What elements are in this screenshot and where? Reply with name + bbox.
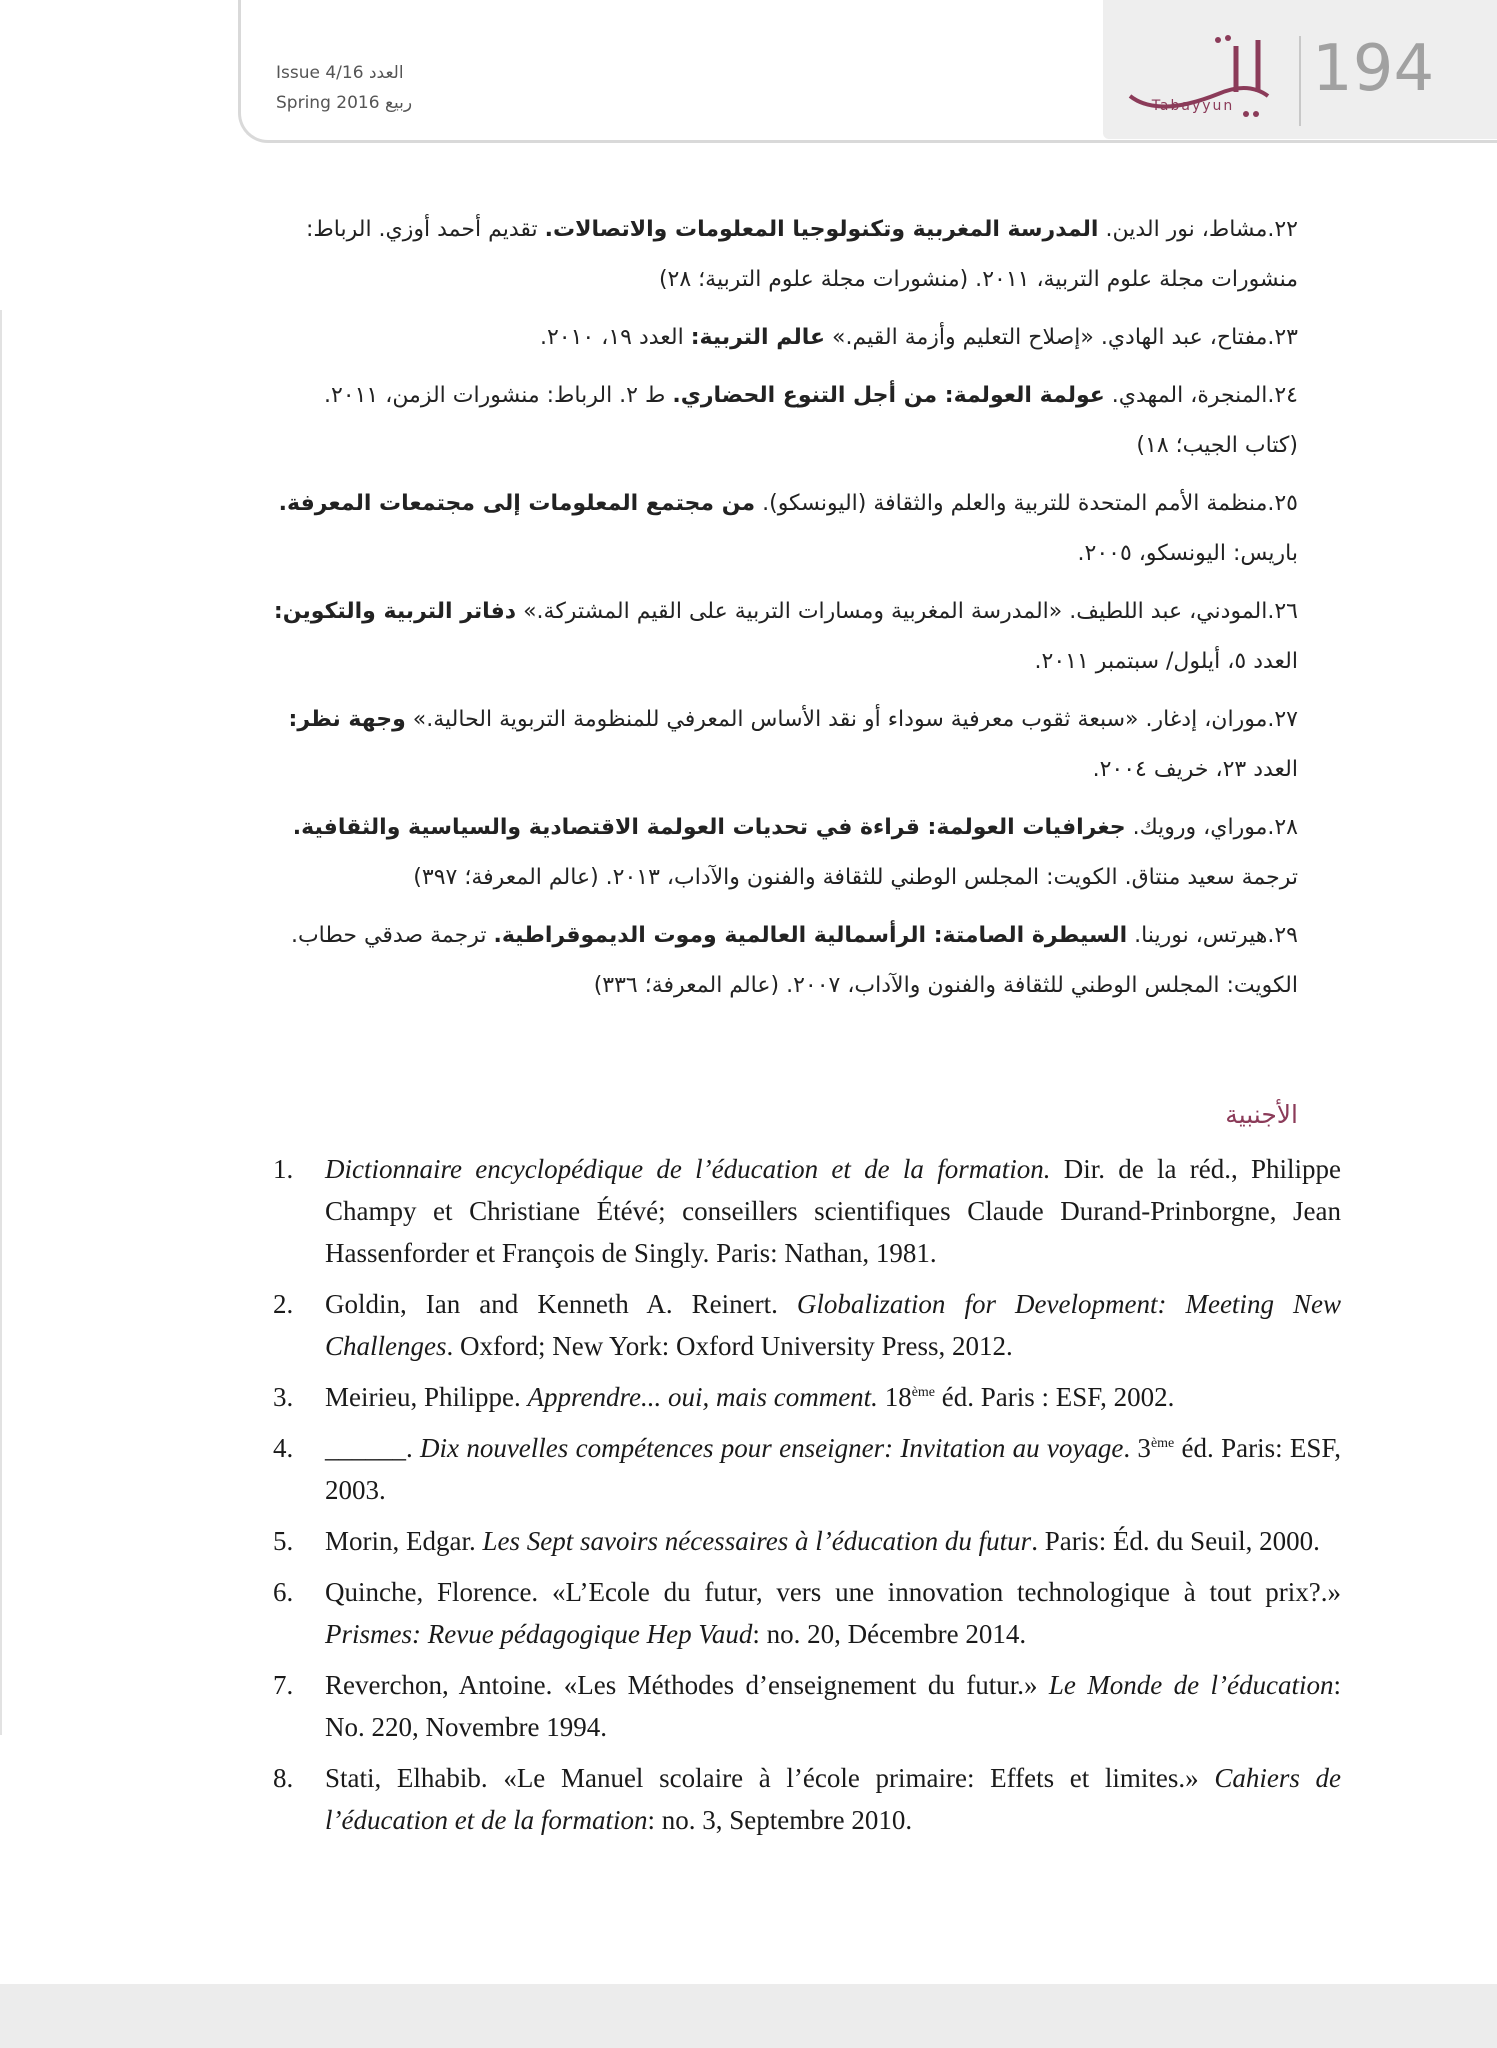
- ref-details: باريس: اليونسكو، ٢٠٠٥.: [1077, 541, 1298, 566]
- ref-number: 5.: [273, 1526, 294, 1556]
- foreign-section-title: الأجنبية: [1225, 1100, 1298, 1129]
- ref-details: تقديم أحمد أوزي. الرباط: منشورات مجلة علوم التربية، ٢٠١١. (منشورات مجلة علوم التربية؛ ٢٨): [306, 217, 1298, 292]
- ref-number: ٢٢.: [1267, 217, 1298, 242]
- ref-author: موران، إدغار. «سبعة ثقوب معرفية سوداء أو نقد الأساس المعرفي للمنظومة التربوية الحالية.»: [405, 707, 1268, 732]
- ref-details: Dir. de la réd., Philippe Champy et Christiane Étévé; conseillers scientifiques Claude Durand-Prinborgne, Jean Hassenforder et François de Singly. Paris: Nathan, 1981.: [325, 1154, 1342, 1268]
- ref-details: العدد ٥، أيلول/ سبتمبر ٢٠١١.: [1034, 649, 1298, 674]
- foreign-ref-2: [273, 1283, 1341, 1367]
- ref-body: [325, 1571, 1341, 1655]
- ref-number: ٢٧.: [1267, 707, 1298, 732]
- arabic-ref-26: [270, 587, 1298, 687]
- ref-title: Dictionnaire encyclopédique de l’éducation et de la formation.: [325, 1154, 1051, 1184]
- ref-number: 7.: [273, 1670, 294, 1700]
- ref-details: العدد ١٩، ٢٠١٠.: [539, 325, 691, 350]
- ref-title: Apprendre... oui, mais comment.: [527, 1382, 878, 1412]
- ref-title: المدرسة المغربية وتكنولوجيا المعلومات والاتصالات.: [544, 217, 1099, 242]
- ref-number: ٢٩.: [1267, 923, 1298, 948]
- ref-author: مشاط، نور الدين.: [1098, 217, 1268, 242]
- arabic-ref-22: [270, 205, 1298, 305]
- ref-title: جغرافيات العولمة: قراءة في تحديات العولمة الاقتصادية والسياسية والثقافية.: [292, 815, 1126, 840]
- ref-title: Cahiers de l’éducation et de la formation: [325, 1763, 1341, 1835]
- ref-details: : no. 20, Décembre 2014.: [752, 1619, 1027, 1649]
- ref-number: 3.: [273, 1382, 294, 1412]
- ref-number: 1.: [273, 1154, 294, 1184]
- foreign-ref-1: [273, 1148, 1341, 1274]
- ref-author: Reverchon, Antoine. «Les Méthodes d’enseignement du futur.»: [325, 1670, 1049, 1700]
- ref-details: . 3: [1123, 1433, 1151, 1463]
- ref-number: 8.: [273, 1763, 294, 1793]
- footer-band: [0, 1984, 1497, 2048]
- ref-number: 6.: [273, 1577, 294, 1607]
- foreign-ref-8: [273, 1757, 1341, 1841]
- ref-details-end: éd. Paris: ESF, 2003.: [325, 1433, 1341, 1505]
- ref-details: : no. 3, Septembre 2010.: [647, 1805, 913, 1835]
- ref-superscript: ème: [911, 1385, 936, 1400]
- ref-author: Goldin, Ian and Kenneth A. Reinert.: [325, 1289, 797, 1319]
- ref-number: 2.: [273, 1289, 294, 1319]
- ref-number: ٢٥.: [1267, 491, 1298, 516]
- ref-body: [325, 1283, 1341, 1367]
- ref-author: مفتاح، عبد الهادي. «إصلاح التعليم وأزمة القيم.»: [825, 325, 1268, 350]
- arabic-ref-23: [270, 313, 1298, 363]
- ref-title: عالم التربية:: [690, 325, 826, 350]
- issue-line: Issue 4/16 العدد: [276, 63, 404, 83]
- ref-title: دفاتر التربية والتكوين:: [273, 599, 517, 624]
- arabic-ref-29: [270, 911, 1298, 1011]
- ref-details: . Paris: Éd. du Seuil, 2000.: [1031, 1526, 1320, 1556]
- ref-title: Les Sept savoirs nécessaires à l’éducation du futur: [482, 1526, 1032, 1556]
- ref-author: منظمة الأمم المتحدة للتربية والعلم والثقافة (اليونسكو).: [755, 491, 1268, 516]
- ref-details-end: éd. Paris : ESF, 2002.: [935, 1382, 1175, 1412]
- foreign-ref-5: [273, 1520, 1341, 1562]
- season-line: Spring 2016 ربيع: [276, 93, 413, 113]
- ref-title: Globalization for Development: Meeting New Challenges: [325, 1289, 1341, 1361]
- ref-title: Le Monde de l’éducation: [1048, 1670, 1334, 1700]
- page-number: 194: [1312, 32, 1435, 106]
- ref-author: هيرتس، نورينا.: [1127, 923, 1268, 948]
- ref-author: Morin, Edgar.: [325, 1526, 483, 1556]
- ref-body: [325, 1757, 1341, 1841]
- ref-body: [325, 1427, 1341, 1511]
- foreign-ref-7: [273, 1664, 1341, 1748]
- arabic-ref-24: [270, 371, 1298, 471]
- ref-details: ط ٢. الرباط: منشورات الزمن، ٢٠١١. (كتاب الجيب؛ ١٨): [323, 383, 1298, 458]
- ref-body: [325, 1376, 1341, 1418]
- ref-body: [325, 1520, 1341, 1562]
- arabic-ref-28: [270, 803, 1298, 903]
- ref-author: Quinche, Florence. «L’Ecole du futur, vers une innovation technologique à tout prix?.»: [325, 1577, 1341, 1607]
- ref-details: ترجمة صدقي حطاب. الكويت: المجلس الوطني للثقافة والفنون والآداب، ٢٠٠٧. (عالم المعرفة؛ ٣٣٦): [290, 923, 1298, 998]
- foreign-ref-3: [273, 1376, 1341, 1418]
- ref-author: المودني، عبد اللطيف. «المدرسة المغربية ومسارات التربية على القيم المشتركة.»: [516, 599, 1268, 624]
- ref-details: العدد ٢٣، خريف ٢٠٠٤.: [1092, 757, 1298, 782]
- header-divider: [1299, 36, 1301, 126]
- foreign-ref-4: [273, 1427, 1341, 1511]
- ref-title: من مجتمع المعلومات إلى مجتمعات المعرفة.: [278, 491, 756, 516]
- ref-author: المنجرة، المهدي.: [1104, 383, 1268, 408]
- ref-author: Meirieu, Philippe.: [325, 1382, 528, 1412]
- ref-title: عولمة العولمة: من أجل التنوع الحضاري.: [672, 383, 1105, 408]
- logo-subtitle: Tabayyun: [1151, 98, 1235, 114]
- ref-superscript: ème: [1150, 1436, 1175, 1451]
- ref-number: ٢٤.: [1267, 383, 1298, 408]
- ref-title: السيطرة الصامتة: الرأسمالية العالمية وموت الديموقراطية.: [493, 923, 1128, 948]
- ref-title: Dix nouvelles compétences pour enseigner: Invitation au voyage: [420, 1433, 1124, 1463]
- issue-info: [276, 58, 412, 118]
- ref-author: Stati, Elhabib. «Le Manuel scolaire à l’école primaire: Effets et limites.»: [325, 1763, 1215, 1793]
- ref-body: [325, 1664, 1341, 1748]
- ref-number: 4.: [273, 1433, 294, 1463]
- ref-details: ترجمة سعيد منتاق. الكويت: المجلس الوطني للثقافة والفنون والآداب، ٢٠١٣. (عالم المعرفة؛ ٣٩٧): [413, 865, 1298, 890]
- ref-number: ٢٣.: [1267, 325, 1298, 350]
- ref-details: . Oxford; New York: Oxford University Press, 2012.: [446, 1331, 1013, 1361]
- ref-author: ______.: [325, 1433, 421, 1463]
- ref-number: ٢٦.: [1267, 599, 1298, 624]
- ref-details: 18: [877, 1382, 912, 1412]
- ref-details: : No. 220, Novembre 1994.: [325, 1670, 1341, 1742]
- ref-body: [325, 1148, 1341, 1274]
- arabic-ref-27: [270, 695, 1298, 795]
- foreign-references: [273, 1148, 1341, 1850]
- foreign-ref-6: [273, 1571, 1341, 1655]
- arabic-references: [270, 205, 1298, 1019]
- arabic-ref-25: [270, 479, 1298, 579]
- ref-title: Prismes: Revue pédagogique Hep Vaud: [325, 1619, 753, 1649]
- left-margin-rule: [0, 310, 2, 1735]
- ref-author: موراي، ورويك.: [1125, 815, 1268, 840]
- ref-title: وجهة نظر:: [288, 707, 406, 732]
- ref-number: ٢٨.: [1267, 815, 1298, 840]
